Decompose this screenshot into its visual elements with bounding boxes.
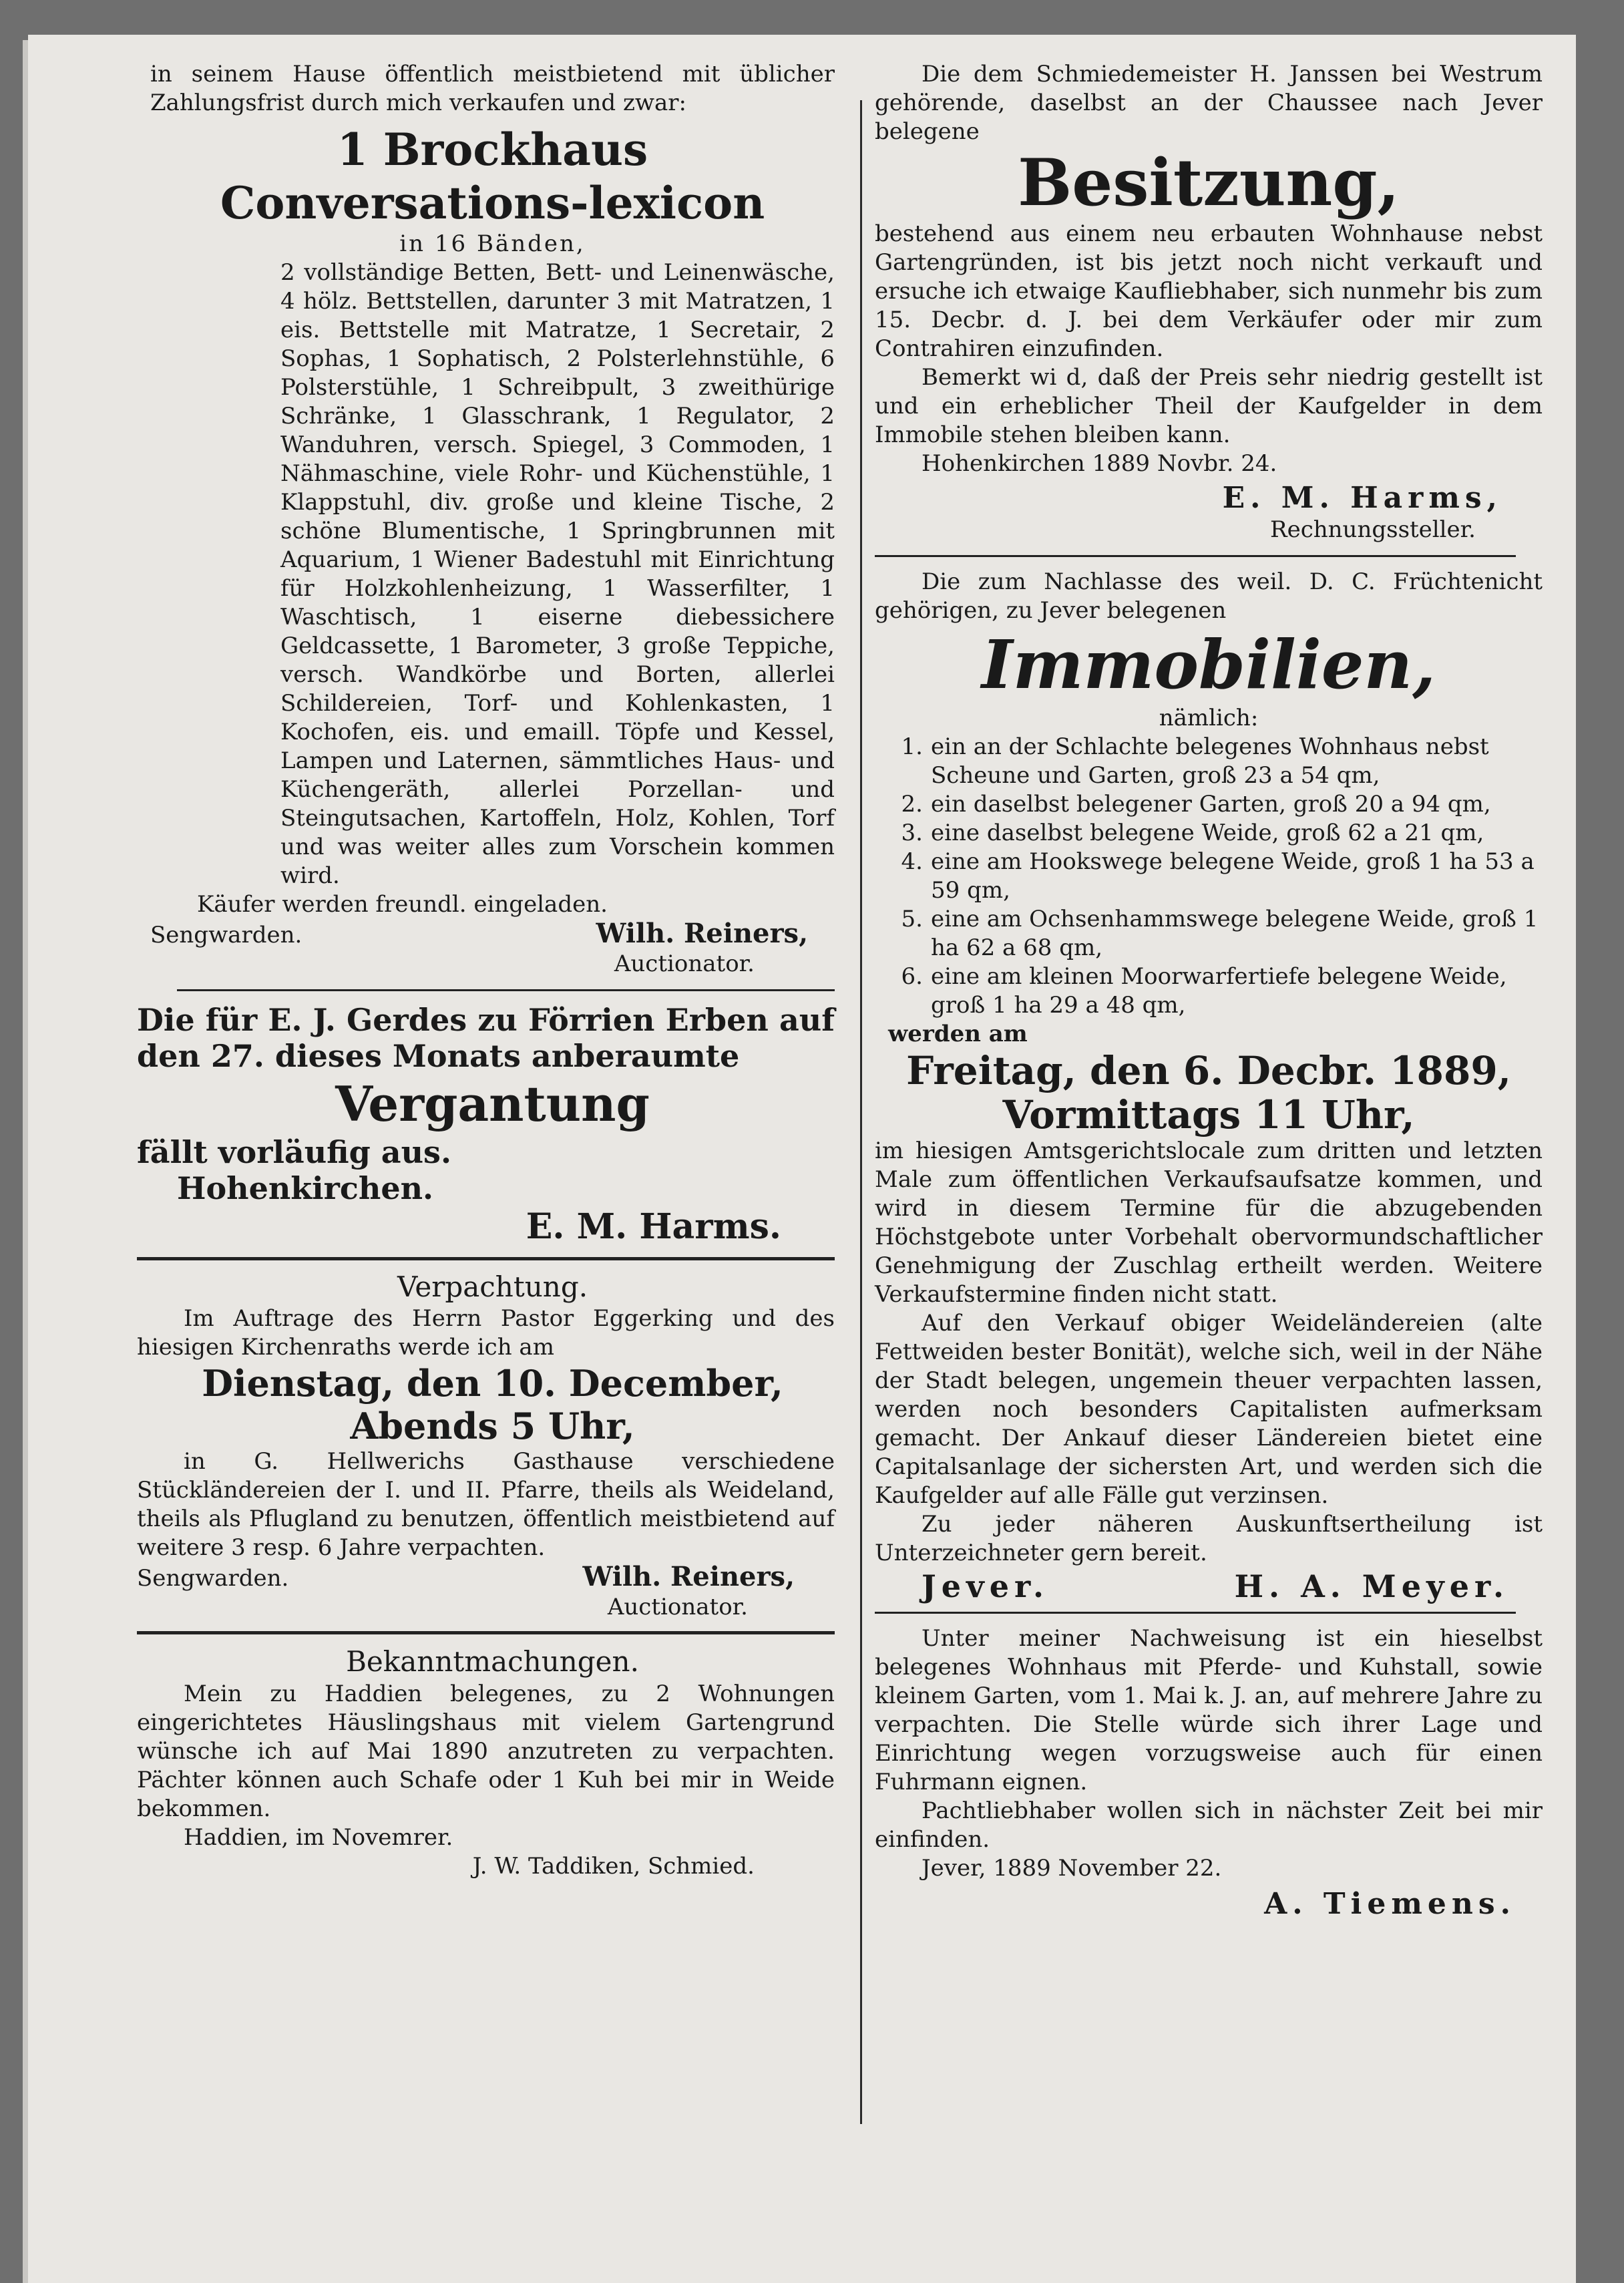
items-list: 2 vollständige Betten, Bett- und Leinenwäsche, 4 hölz. Bettstellen, darunter 3 mit Matratzen, 1 eis. Bettstelle mit Matratze, 1 Secretair, 2 Sophas, 1 Sophatisch, 2 Polsterlehnstühle, 6 Polsterstühle, 1 Schreibpult, 3 zweithürige Schränke, 1 Glasschrank, 1 Regulator, 2 Wanduhren, versch. Spiegel, 3 Commoden, 1 Nähmaschine, viele Rohr- und Küchenstühle, 1 Klappstuhl, div. große und kleine Tische, 2 schöne Blumentische, 1 Springbrunnen mit Aquarium, 1 Wiener Badestuhl mit Einrichtung für Holzkohlenheizung, 1 Wasserfilter, 1 Waschtisch, 1 eiserne diebessichere Geldcassette, 1 Barometer, 3 große Teppiche, versch. Wandkörbe und Borten, allerlei Schildereien, Torf- und Kohlenkasten, 1 Kochofen, eis. und emaill. Töpfe und Kessel, Lampen und Laternen, sämmtliches Haus- und Küchengeräth, allerlei Porzellan- und Steingutsachen, Kartoffeln, Holz, Kohlen, Torf und was weiter alles zum Vorschein kommen wird.: [280, 259, 835, 889]
immo-title: Immobilien,: [981, 625, 1436, 704]
gerdes-title: Vergantung: [335, 1075, 650, 1132]
gerdes-signature: E. M. Harms.: [526, 1206, 781, 1247]
signature-title: Auctionator.: [614, 950, 755, 977]
immo-signature-block: [922, 1568, 1509, 1604]
immo-body: im hiesigen Amtsgerichtslocale zum dritten und letzten Male zum öffentlichen Verkaufsaufsatze kommen, und wird in diesem Termine für die abzugebenden Höchstgebote unter Vorbehalt obervormundschaftlicher Genehmigung der Zuschlag ertheilt werden. Weitere Verkaufstermine finden nicht statt.: [875, 1137, 1543, 1308]
right-column: [875, 60, 1543, 1923]
column-divider: [860, 100, 862, 2124]
lexicon-volumes: in 16 Bänden,: [399, 230, 586, 257]
house-body: Unter meiner Nachweisung ist ein hieselbst belegenes Wohnhaus mit Pferde- und Kuhstall, sowie kleinem Garten, vom 1. Mai k. J. an, auf mehrere Jahre zu verpachten. Die Stelle würde sich ihrer Lage und Einrichtung wegen vorzugsweise auch für einen Fuhrmann eignen.: [875, 1625, 1543, 1795]
notices-signature: J. W. Taddiken, Schmied.: [472, 1853, 755, 1880]
immo-list: [875, 733, 1543, 1020]
divider: [137, 1631, 835, 1634]
lease-date: Dienstag, den 10. December,: [202, 1362, 783, 1405]
list-item: 6. eine am kleinen Moorwarfertiefe belegene Weide, groß 1 ha 29 a 48 qm,: [901, 963, 1507, 1019]
immo-body-2: Auf den Verkauf obiger Weideländereien (alte Fettweiden bester Bonität), welche sich, weil in der Nähe der Stadt belegen, ungemein theuer verpachten lassen, werden noch besonders Capitalisten aufmerksam gemacht. Der Ankauf dieser Ländereien bietet eine Capitalsanlage der sichersten Art, und werden sich die Kaufgelder auf alle Fälle gut verzinsen.: [875, 1310, 1543, 1509]
notices-place: Haddien, im Novemrer.: [184, 1824, 453, 1851]
estate-signature: E. M. Harms,: [1222, 481, 1502, 515]
signature-block-1: [150, 919, 835, 950]
immo-date: Freitag, den 6. Decbr. 1889,: [906, 1048, 1511, 1093]
list-item: 4. eine am Hookswege belegene Weide, groß 1 ha 53 a 59 qm,: [901, 848, 1535, 904]
immo-intro: Die zum Nachlasse des weil. D. C. Früchtenicht gehörigen, zu Jever belegenen: [875, 568, 1543, 624]
gerdes-after: fällt vorläufig aus.: [137, 1134, 451, 1170]
lease-heading: Verpachtung.: [397, 1270, 588, 1303]
list-item: 3. eine daselbst belegene Weide, groß 62 a 21 qm,: [901, 820, 1484, 846]
lexicon-title: 1 Brockhaus Conversations-lexicon: [220, 124, 765, 229]
immo-namely: nämlich:: [1159, 705, 1259, 731]
lease-intro: Im Auftrage des Herrn Pastor Eggerking und des hiesigen Kirchenraths werde ich am: [137, 1305, 835, 1361]
estate-title: Besitzung,: [1018, 145, 1400, 220]
divider: [177, 989, 835, 991]
house-body-2: Pachtliebhaber wollen sich in nächster Zeit bei mir einfinden.: [875, 1797, 1543, 1853]
notices-body: Mein zu Haddien belegenes, zu 2 Wohnungen eingerichtetes Häuslingshaus mit vielem Gartengrund wünsche ich auf Mai 1890 anzutreten zu verpachten. Pächter können auch Schafe oder 1 Kuh bei mir in Weide bekommen.: [137, 1681, 835, 1822]
immo-werden: werden am: [888, 1021, 1028, 1047]
gerdes-place: Hohenkirchen.: [177, 1170, 434, 1206]
estate-date: Hohenkirchen 1889 Novbr. 24.: [922, 450, 1277, 477]
immo-time: Vormittags 11 Uhr,: [1002, 1092, 1415, 1137]
house-date: Jever, 1889 November 22.: [922, 1855, 1222, 1882]
auction-intro: in seinem Hause öffentlich meistbietend mit üblicher Zahlungsfrist durch mich verkaufen und zwar:: [150, 61, 835, 116]
signature-name: Wilh. Reiners,: [596, 918, 808, 949]
signature-name: Wilh. Reiners,: [582, 1561, 795, 1592]
list-item: 5. eine am Ochsenhammswege belegene Weide, groß 1 ha 62 a 68 qm,: [901, 906, 1539, 961]
estate-note: Bemerkt wi d, daß der Preis sehr niedrig gestellt ist und ein erheblicher Theil der Kaufgelder in dem Immobile stehen bleiben kann.: [875, 364, 1543, 448]
signature-title: Auctionator.: [607, 1594, 748, 1620]
immo-body-3: Zu jeder näheren Auskunftsertheilung ist Unterzeichneter gern bereit.: [875, 1511, 1543, 1566]
list-item: 2. ein daselbst belegener Garten, groß 20 a 94 qm,: [901, 791, 1491, 818]
estate-signature-title: Rechnungssteller.: [1270, 516, 1476, 543]
left-column: [137, 60, 835, 1881]
house-signature: A. Tiemens.: [1264, 1887, 1516, 1921]
signature-place: Sengwarden.: [137, 1565, 289, 1592]
lease-time: Abends 5 Uhr,: [350, 1405, 635, 1447]
estate-body: bestehend aus einem neu erbauten Wohnhause nebst Gartengründen, ist bis jetzt noch nicht verkauft und ersuche ich etwaige Kaufliebhaber, sich nunmehr bis zum 15. Decbr. d. J. bei dem Verkäufer oder mir zum Contrahiren einzufinden.: [875, 220, 1543, 362]
signature-block-2: [137, 1561, 835, 1593]
divider: [875, 1612, 1516, 1614]
gerdes-notice: Die für E. J. Gerdes zu Förrien Erben auf den 27. dieses Monats anberaumte: [137, 1002, 835, 1074]
lease-body: in G. Hellwerichs Gasthause verschiedene Stückländereien der I. und II. Pfarre, theils als Weideland, theils als Pflugland zu benutzen, öffentlich meistbietend auf weitere 3 resp. 6 Jahre verpachten.: [137, 1448, 835, 1561]
list-item: 1. ein an der Schlachte belegenes Wohnhaus nebst Scheune und Garten, groß 23 a 54 qm,: [901, 733, 1489, 789]
divider: [137, 1257, 835, 1260]
divider: [875, 555, 1516, 557]
estate-intro: Die dem Schmiedemeister H. Janssen bei Westrum gehörende, daselbst an der Chaussee nach Jever belegene: [875, 61, 1543, 145]
notices-heading: Bekanntmachungen.: [346, 1645, 639, 1678]
buyers-invited: Käufer werden freundl. eingeladen.: [197, 891, 608, 918]
signature-name: H. A. Meyer.: [1234, 1568, 1509, 1604]
signature-place: Jever.: [922, 1568, 1050, 1604]
signature-place: Sengwarden.: [150, 922, 302, 948]
